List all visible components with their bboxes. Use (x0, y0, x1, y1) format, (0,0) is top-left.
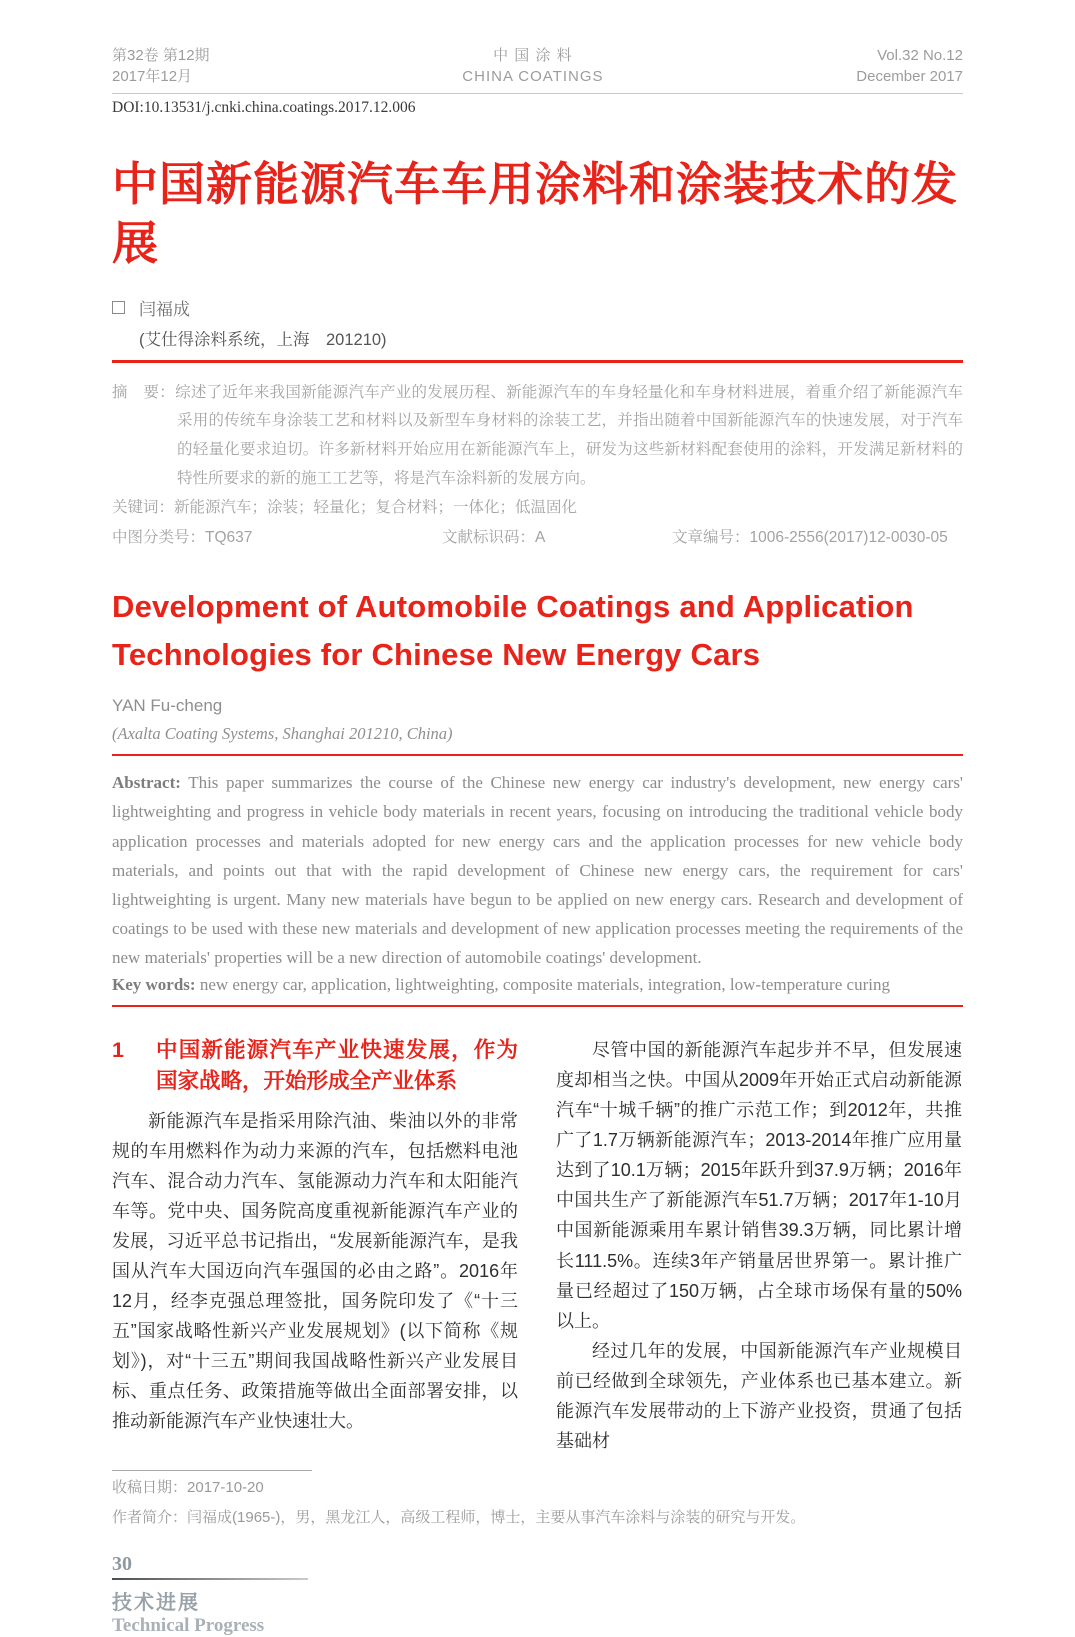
footnote-rule (112, 1470, 312, 1471)
abstract-en-text: This paper summarizes the course of the Chinese new energy car industry's development, new energy cars' lightweighting and progress in vehicle body materials in recent years, focusing on introducing the traditional vehicle body application processes and materials adopted for new energy cars and the application processes for new vehicle body materials, and points out that with the rapid development of Chinese new energy cars, the requirement for cars' lightweighting is urgent. Many new materials have begun to be applied on new energy cars. Research and development of coatings to be used with these new materials and development of new application processes meeting the requirements of the new materials' properties will be a new direction of automobile coatings' development. (112, 773, 963, 968)
author-name-cn: 闫福成 (139, 299, 190, 319)
abstract-divider-rule (112, 1005, 963, 1008)
abstract-cn-text: 综述了近年来我国新能源汽车产业的发展历程、新能源汽车的车身轻量化和车身材料进展，着重介绍了新能源汽车采用的传统车身涂装工艺和材料以及新型车身材料的涂装工艺，并指出随着中国新能源汽车的快速发展，对于汽车的轻量化要求迫切。许多新材料开始应用在新能源汽车上，研发为这些新材料配套使用的涂料，开发满足新材料的特性所要求的新的施工工艺等，将是汽车涂料新的发展方向。 (175, 383, 963, 487)
doi-line: DOI:10.13531/j.cnki.china.coatings.2017.12.006 (112, 99, 416, 116)
left-column (112, 1035, 518, 1456)
keywords-cn (112, 495, 963, 517)
volume-issue-cn: 第32卷 第12期 (112, 47, 210, 64)
affiliation-en: (Axalta Coating Systems, Shanghai 201210, China) (112, 723, 453, 743)
journal-name-cn: 中 国 涂 料 (493, 47, 573, 64)
article-title-en (112, 583, 963, 679)
author-row (112, 295, 963, 320)
affiliation-cn: (艾仕得涂料系统，上海 201210) (139, 330, 387, 349)
header-center (462, 45, 603, 87)
column-title-cn: 技术进展 (112, 1591, 200, 1614)
title-en-line1: Development of Automobile Coatings and Application (112, 589, 914, 625)
section-1-number: 1 (112, 1038, 124, 1063)
article-title-cn: 中国新能源汽车车用涂料和涂装技术的发展 (112, 158, 958, 269)
section-1-heading (112, 1035, 518, 1097)
page-number: 30 (112, 1552, 132, 1575)
body-columns (112, 1035, 963, 1456)
footer-rule (112, 1578, 308, 1580)
abstract-en-label: Abstract: (112, 773, 181, 793)
page-footer (112, 1553, 963, 1637)
keywords-en-label: Key words: (112, 974, 196, 994)
abstract-cn-label: 摘 要： (112, 383, 176, 401)
author-bio-line: 作者简介：闫福成(1965-)，男，黑龙江人，高级工程师，博士，主要从事汽车涂料与涂装的研究与开发。 (112, 1508, 806, 1526)
author-name-en: YAN Fu-cheng (112, 695, 223, 715)
footnote (112, 1470, 963, 1531)
document-code: 文献标识码：A (442, 529, 546, 547)
date-cn: 2017年12月 (112, 68, 193, 85)
clc-number: 中图分类号：TQ637 (112, 529, 253, 547)
volume-issue-en: Vol.32 No.12 (877, 47, 963, 64)
keywords-cn-label: 关键词： (112, 499, 175, 517)
english-title-divider-rule (112, 754, 963, 757)
right-column-paragraph-2: 经过几年的发展，中国新能源汽车产业规模目前已经做到全球领先，产业体系也已基本建立。新能源汽车发展带动的上下游产业投资，贯通了包括基础材 (556, 1340, 962, 1451)
title-divider-rule (112, 360, 963, 363)
abstract-en (112, 768, 963, 973)
journal-header (112, 45, 963, 94)
left-column-paragraph: 新能源汽车是指采用除汽油、柴油以外的非常规的车用燃料作为动力来源的汽车，包括燃料电池汽车、混合动力汽车、氢能源动力汽车和太阳能汽车等。党中央、国务院高度重视新能源汽车产业的发展，习近平总书记指出，“发展新能源汽车，是我国从汽车大国迈向汽车强国的必由之路”。2016年12月，经李克强总理签批，国务院印发了《“十三五”国家战略性新兴产业发展规划》(以下简称《规划》)，对“十三五”期间我国战略性新兴产业发展目标、重点任务、政策措施等做出全面部署安排，以推动新能源汽车产业快速壮大。 (112, 1110, 518, 1431)
keywords-en-text: new energy car, application, lightweighting, composite materials, integration, low-temperature curing (195, 974, 890, 994)
section-1-title: 中国新能源汽车产业快速发展，作为国家战略，开始形成全产业体系 (156, 1038, 518, 1094)
journal-name-en: CHINA COATINGS (462, 68, 604, 85)
keywords-cn-text: 新能源汽车；涂装；轻量化；复合材料；一体化；低温固化 (174, 499, 578, 517)
right-column (556, 1035, 962, 1456)
classification-row (112, 525, 963, 547)
abstract-cn (112, 379, 963, 494)
author-square-icon (112, 301, 125, 314)
received-date-line: 收稿日期：2017-10-20 (112, 1478, 264, 1496)
keywords-en (112, 975, 963, 995)
right-column-paragraph-1: 尽管中国的新能源汽车起步并不早，但发展速度却相当之快。中国从2009年开始正式启动新能源汽车“十城千辆”的推广示范工作；到2012年，共推广了1.7万辆新能源汽车；2013-2014年推广应用量达到了10.1万辆；2015年跃升到37.9万辆；2016年中国共生产了新能源汽车51.7万辆；2017年1-10月中国新能源乘用车累计销售39.3万辆，同比累计增长111.5%。连续3年产销量居世界第一。累计推广量已经超过了150万辆，占全球市场保有量的50%以上。 (556, 1040, 962, 1331)
title-en-line2: Technologies for Chinese New Energy Cars (112, 637, 761, 673)
header-left (112, 45, 210, 87)
header-right (856, 45, 963, 87)
date-en: December 2017 (856, 68, 963, 85)
article-id: 文章编号：1006-2556(2017)12-0030-05 (672, 529, 948, 547)
column-title-en: Technical Progress (112, 1614, 265, 1636)
